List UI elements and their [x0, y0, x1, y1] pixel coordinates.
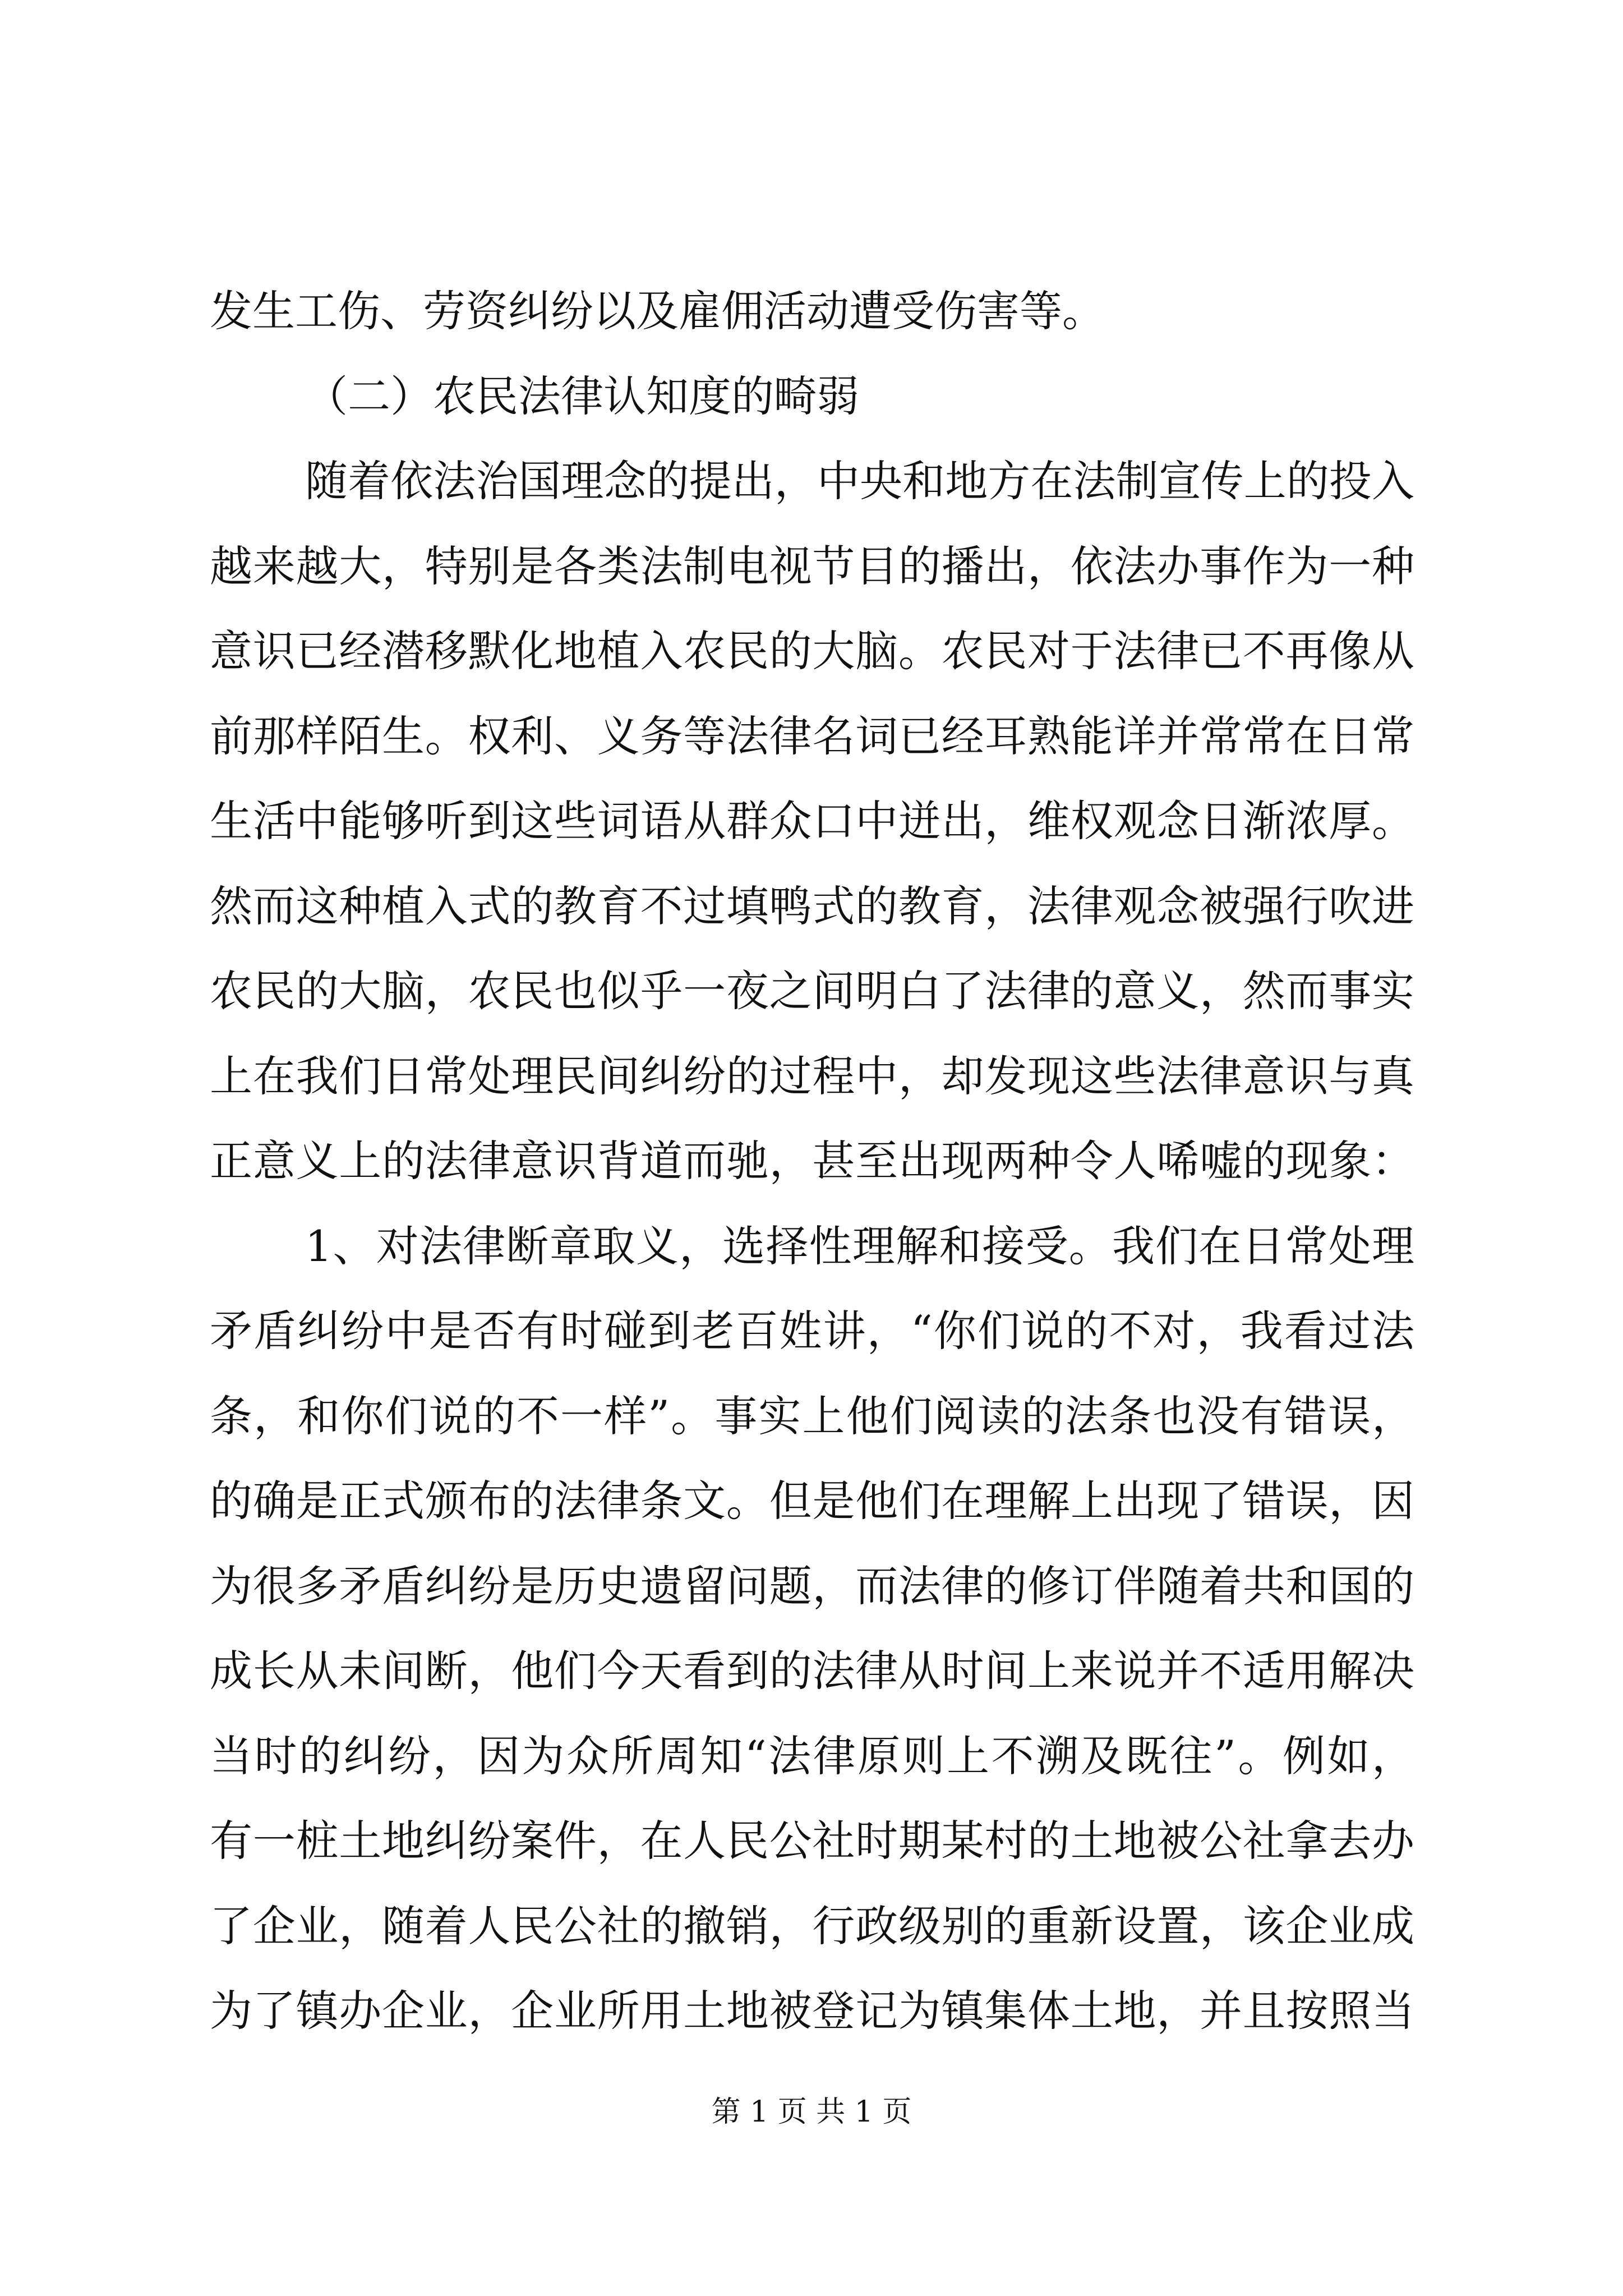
text-line: 发生工伤、劳资纠纷以及雇佣活动遭受伤害等。 — [210, 286, 1105, 336]
text-line: 了企业，随着人民公社的撤销，行政级别的重新设置，该企业成 — [210, 1901, 1415, 1951]
text-line: 随着依法治国理念的提出，中央和地方在法制宣传上的投入 — [305, 456, 1415, 506]
text-line: 意识已经潜移默化地植入农民的大脑。农民对于法律已不再像从 — [210, 626, 1415, 676]
text-line: 农民的大脑，农民也似乎一夜之间明白了法律的意义，然而事实 — [210, 966, 1415, 1016]
text-line: 矛盾纠纷中是否有时碰到老百姓讲，“你们说的不对，我看过法 — [210, 1306, 1416, 1356]
text-line: 然而这种植入式的教育不过填鸭式的教育，法律观念被强行吹进 — [210, 881, 1415, 931]
page-footer: 第 1 页 共 1 页 — [711, 2095, 912, 2129]
text-line: 1、对法律断章取义，选择性理解和接受。我们在日常处理 — [305, 1221, 1415, 1271]
text-line: 正意义上的法律意识背道而驰，甚至出现两种令人唏嘘的现象： — [210, 1136, 1415, 1186]
text-line: 当时的纠纷，因为众所周知“法律原则上不溯及既往”。例如， — [210, 1731, 1417, 1781]
section-heading: （二）农民法律认知度的畸弱 — [305, 371, 859, 421]
text-line: 生活中能够听到这些词语从群众口中迸出，维权观念日渐浓厚。 — [210, 796, 1415, 846]
text-line: 为很多矛盾纠纷是历史遗留问题，而法律的修订伴随着共和国的 — [210, 1561, 1415, 1611]
text-line: 为了镇办企业，企业所用土地被登记为镇集体土地，并且按照当 — [210, 1986, 1415, 2036]
text-line: 条，和你们说的不一样”。事实上他们阅读的法条也没有错误， — [210, 1391, 1416, 1441]
text-line: 有一桩土地纠纷案件，在人民公社时期某村的土地被公社拿去办 — [210, 1816, 1415, 1866]
text-line: 成长从未间断，他们今天看到的法律从时间上来说并不适用解决 — [210, 1646, 1415, 1696]
text-line: 上在我们日常处理民间纠纷的过程中，却发现这些法律意识与真 — [210, 1051, 1415, 1101]
text-line: 越来越大，特别是各类法制电视节目的播出，依法办事作为一种 — [210, 541, 1415, 591]
text-line: 的确是正式颁布的法律条文。但是他们在理解上出现了错误，因 — [210, 1476, 1415, 1526]
text-line: 前那样陌生。权利、义务等法律名词已经耳熟能详并常常在日常 — [210, 711, 1415, 761]
